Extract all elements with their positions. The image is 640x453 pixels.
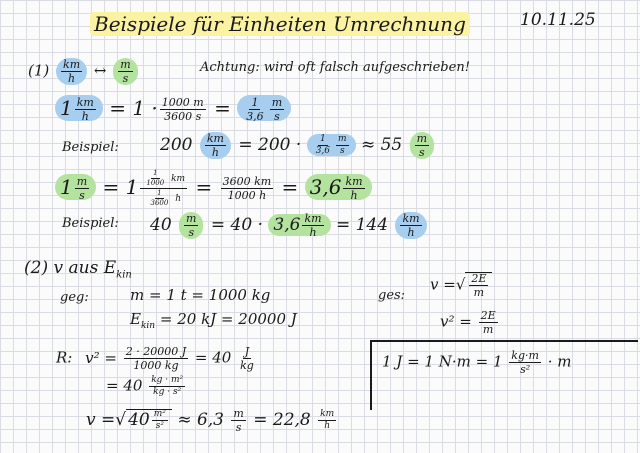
unit-kmh: $\frac{km}{h}$ <box>56 58 87 85</box>
unit-ms: $\frac{m}{s}$ <box>113 58 137 85</box>
section1-label: (1) <box>28 61 50 80</box>
warning-note: Achtung: wird oft falsch aufgeschrieben! <box>200 60 470 75</box>
example2-label: Beispiel: <box>62 216 119 231</box>
box-top-border <box>370 340 638 342</box>
example1-equation: 200 $\frac{km}{h}$ = 200 · $\frac{1}{3,6}$ $\frac{m}{s}$ ≈ 55 $\frac{m}{s}$ <box>160 132 436 159</box>
sought-v-formula: v =√ $\frac{2E}{m}$ <box>430 272 492 298</box>
calc-row-2: = 40 $\frac{\text{kg · m²}}{\text{kg · s²}}$ <box>106 375 184 397</box>
given-mass: m = 1 t = 1000 kg <box>130 286 271 304</box>
example2-equation: 40 $\frac{m}{s}$ = 40 · 3,6 $\frac{km}{h}$ = 144 $\frac{km}{h}$ <box>150 212 429 239</box>
box-left-border <box>370 340 372 410</box>
example1-label: Beispiel: <box>62 140 119 155</box>
section2-header: (2) v aus $E_{kin}$ <box>24 258 132 281</box>
joule-definition: 1 J = 1 N·m = 1 $\frac{kg\cdot m}{\text{s²}}$ · m <box>382 349 572 376</box>
page-title: Beispiele für Einheiten Umrechnung <box>90 12 470 36</box>
calc-row-3: v =√ 40 $\frac{\text{m²}}{\text{s²}}$ ≈ 6,3 $\frac{m}{s}$ = 22,8 $\frac{km}{h}$ <box>86 407 335 434</box>
given-label: geg: <box>60 290 89 305</box>
bidirectional-arrow-icon: ↔ <box>93 61 107 80</box>
equation-ms-to-kmh: 1 $\frac{m}{s}$ = 1 $\frac{1}{1000}$ km $\frac{1}{3600}$ h = $\frac{3600 km}{1000 h}$ = 3,6 $\frac{km}{h}$ <box>55 170 372 207</box>
date: 10.11.25 <box>520 10 596 30</box>
sought-label: ges: <box>378 288 406 303</box>
calc-row-1: R: v² = $\frac{2 \cdot 20000 J}{1000 kg}$ = 40 $\frac{J}{kg}$ <box>56 345 254 372</box>
section1-header <box>28 58 140 85</box>
given-energy: $E_{kin} = 20$ kJ = 20000 J <box>130 310 297 331</box>
equation-kmh-to-ms: 1 $\frac{km}{h}$ = 1 · $\frac{1000 m}{3600 s}$ = $\frac{1}{3,6}$ $\frac{m}{s}$ <box>55 96 291 122</box>
sought-v2-formula: v² = $\frac{2E}{m}$ <box>440 309 496 336</box>
